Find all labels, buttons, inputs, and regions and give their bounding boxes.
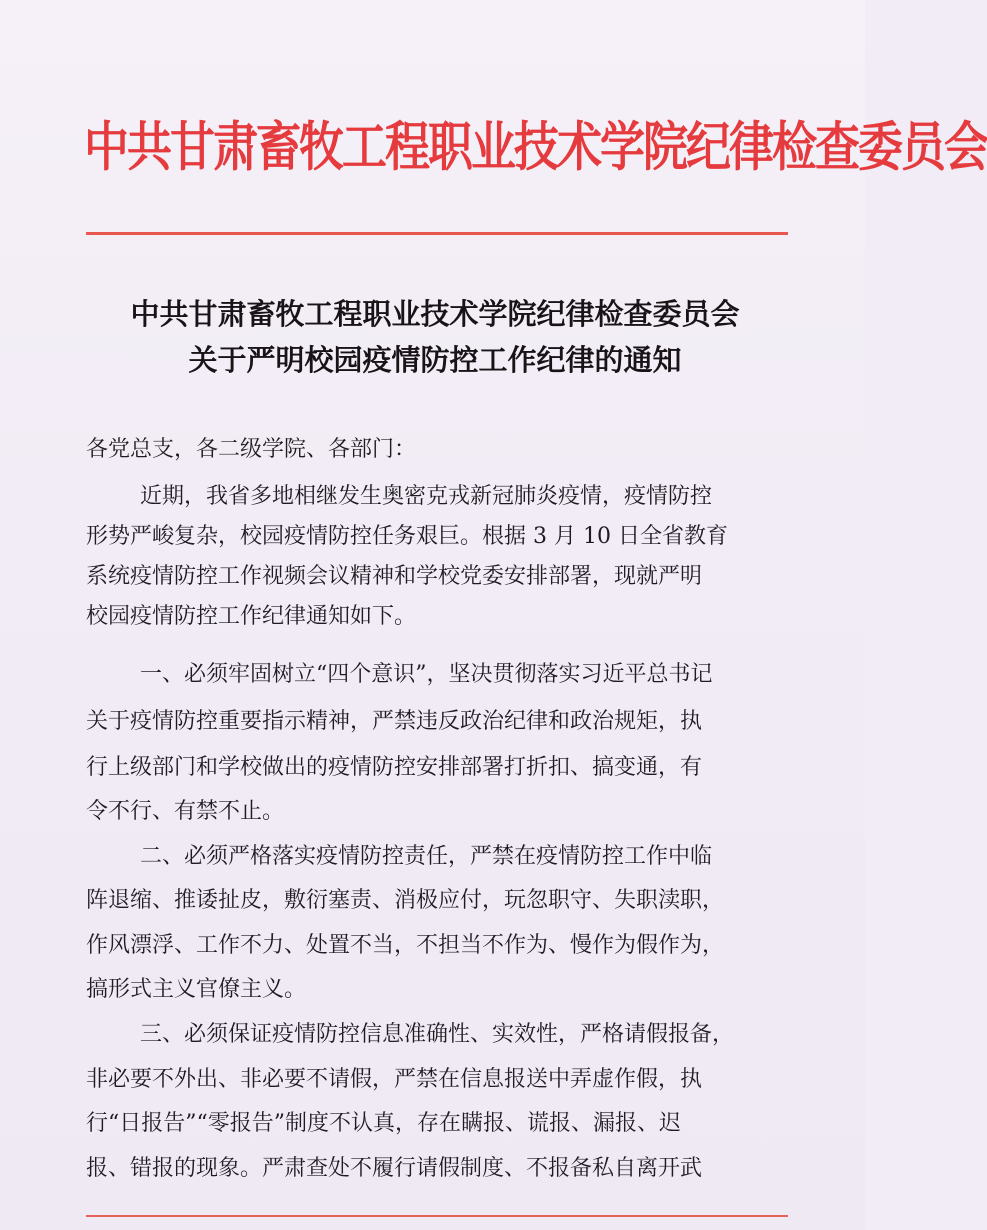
salutation: 各党总支，各二级学院、各部门： (86, 437, 417, 462)
text-line: 令不行、有禁不止。 (86, 799, 285, 824)
text-line: 近期，我省多地相继发生奥密克戎新冠肺炎疫情，疫情防控 (140, 484, 713, 509)
document-title-line-2: 关于严明校园疫情防控工作纪律的通知 (188, 343, 682, 377)
text-line: 阵退缩、推诿扯皮，敷衍塞责、消极应付，玩忽职守、失职渎职， (86, 888, 725, 913)
text-line: 作风漂浮、工作不力、处置不当，不担当不作为、慢作为假作为， (86, 933, 725, 958)
show-through-texture (0, 190, 865, 220)
text-line: 二、必须严格落实疫情防控责任，严禁在疫情防控工作中临 (140, 844, 713, 869)
text-line: 行“日报告”“零报告”制度不认真，存在瞒报、谎报、漏报、迟 (86, 1111, 681, 1136)
text-line: 三、必须保证疫情防控信息准确性、实效性，严格请假报备， (140, 1022, 735, 1047)
text-line: 搞形式主义官僚主义。 (86, 977, 307, 1002)
org-header: 中共甘肃畜牧工程职业技术学院纪律检查委员会 (84, 115, 987, 179)
text-line: 非必要不外出、非必要不请假，严禁在信息报送中弄虚作假，执 (86, 1067, 703, 1092)
text-line: 报、错报的现象。严肃查处不履行请假制度、不报备私自离开武 (86, 1156, 703, 1181)
text-line: 一、必须牢固树立“四个意识”，坚决贯彻落实习近平总书记 (140, 662, 713, 687)
text-line: 行上级部门和学校做出的疫情防控安排部署打折扣、搞变通，有 (86, 755, 703, 780)
document-title-line-1: 中共甘肃畜牧工程职业技术学院纪律检查委员会 (130, 297, 740, 331)
text-line: 系统疫情防控工作视频会议精神和学校党委安排部署，现就严明 (86, 564, 703, 589)
footer-red-rule (86, 1215, 788, 1217)
header-red-rule (86, 232, 788, 235)
text-line: 关于疫情防控重要指示精神，严禁违反政治纪律和政治规矩，执 (86, 709, 703, 734)
text-line: 形势严峻复杂，校园疫情防控任务艰巨。根据 3 月 10 日全省教育 (86, 524, 728, 549)
text-line: 校园疫情防控工作纪律通知如下。 (86, 604, 417, 629)
